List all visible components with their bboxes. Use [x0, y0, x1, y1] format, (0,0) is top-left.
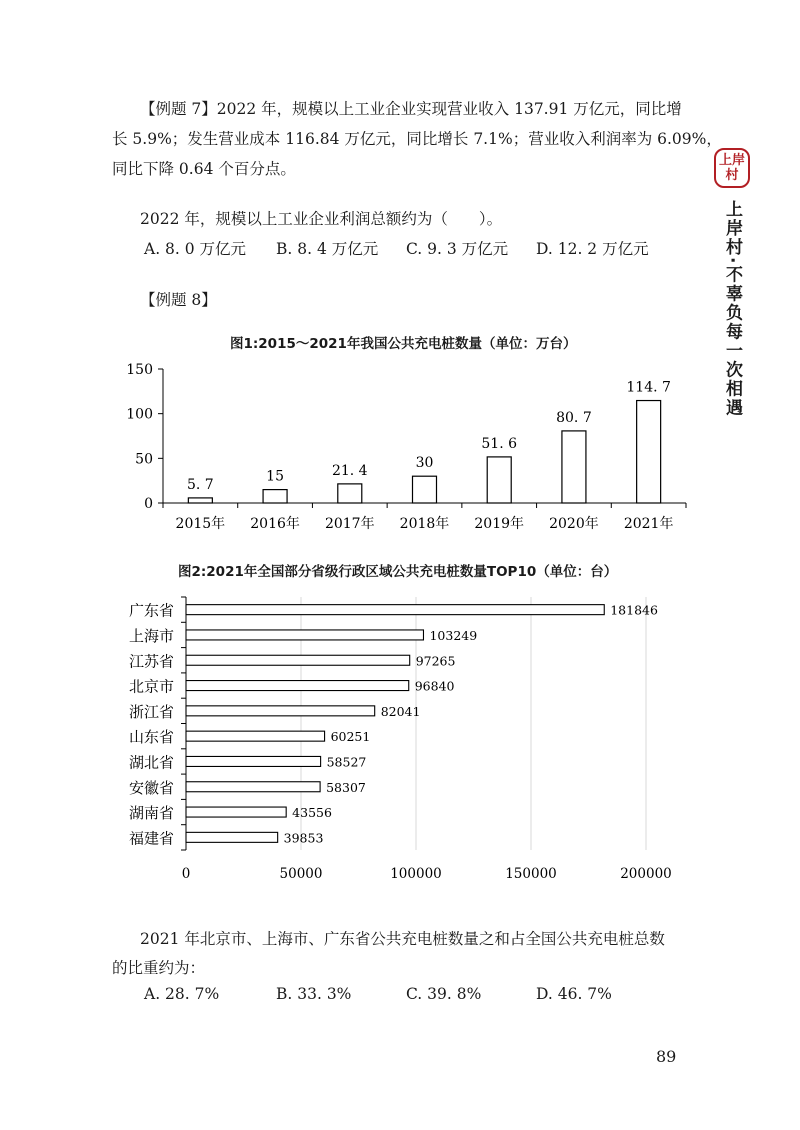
- chart1-x-tick-label: 2021年: [623, 516, 674, 532]
- chart2-y-tick-label: 北京市: [128, 677, 174, 696]
- chart1-x-tick-label: 2015年: [175, 516, 226, 532]
- chart1-x-tick-label: 2016年: [250, 516, 300, 532]
- chart2-y-tick-label: 江苏省: [128, 652, 174, 671]
- chart2-y-tick-label: 安徽省: [128, 778, 174, 797]
- brand-slogan: 上岸村·不辜负每一次相遇: [722, 200, 742, 418]
- chart1-x-tick-label: 2018年: [399, 516, 450, 532]
- ex8-option-d: D. 46. 7%: [536, 985, 612, 1003]
- chart2-data-label: 60251: [330, 729, 371, 745]
- ex7-option-d: D. 12. 2 万亿元: [536, 240, 649, 258]
- chart2-y-tick-label: 广东省: [128, 601, 174, 620]
- chart2-data-label: 39853: [283, 830, 324, 846]
- chart1-title: 图1:2015～2021年我国公共充电桩数量（单位：万台）: [230, 336, 577, 352]
- chart1-bar: [413, 476, 437, 503]
- chart1-bar: [562, 431, 586, 503]
- chart2-bar: [186, 681, 409, 691]
- ex7-option-a: A. 8. 0 万亿元: [144, 240, 247, 258]
- chart2-y-tick-label: 湖北省: [128, 753, 174, 772]
- chart1-y-tick-label: 50: [135, 451, 153, 468]
- chart2-data-label: 82041: [380, 703, 421, 719]
- chart2-hbar-chart: [0, 585, 800, 890]
- ex8-question-line-1: 2021 年北京市、上海市、广东省公共充电桩数量之和占全国公共充电桩总数: [140, 930, 665, 948]
- chart2-x-tick-label: 200000: [620, 866, 672, 882]
- chart1-data-label: 114. 7: [626, 379, 671, 396]
- chart1-x-tick-label: 2017年: [324, 516, 375, 532]
- chart1-data-label: 15: [266, 468, 284, 485]
- ex7-question: 2022 年，规模以上工业企业利润总额约为（ ）。: [140, 210, 503, 228]
- chart1-y-tick-label: 150: [126, 362, 153, 378]
- chart2-bar: [186, 832, 278, 842]
- chart2-data-label: 181846: [610, 602, 658, 618]
- page-number: 89: [656, 1047, 677, 1066]
- ex7-line-3: 同比下降 0.64 个百分点。: [112, 160, 296, 178]
- chart1-bar: [637, 401, 661, 503]
- chart2-title: 图2:2021年全国部分省级行政区域公共充电桩数量TOP10（单位：台）: [178, 564, 618, 580]
- ex8-options: [144, 985, 612, 1003]
- chart2-y-tick-label: 浙江省: [128, 702, 174, 721]
- chart2-x-tick-label: 100000: [390, 866, 442, 882]
- chart2-bar: [186, 605, 604, 615]
- chart2-bar: [186, 756, 321, 766]
- chart1-bar: [338, 484, 362, 503]
- chart2-data-label: 58527: [326, 754, 367, 770]
- chart1-data-label: 5. 7: [186, 476, 214, 493]
- chart2-data-label: 103249: [429, 627, 478, 643]
- chart1-bar: [487, 457, 511, 503]
- chart2-bar: [186, 731, 325, 741]
- ex8-question-line-2: 的比重约为：: [112, 959, 206, 977]
- brand-seal-logo: 上岸村: [714, 148, 750, 188]
- ex7-line-2: 长 5.9%；发生营业成本 116.84 万亿元，同比增长 7.1%；营业收入利润率为 6.09%，: [112, 130, 722, 148]
- chart2-y-tick-label: 湖南省: [128, 804, 174, 823]
- chart2-bar: [186, 706, 375, 716]
- chart1-bar-chart: [0, 0, 800, 560]
- chart1-y-tick-label: 100: [126, 406, 153, 423]
- chart2-bar: [186, 655, 410, 665]
- chart2-bar: [186, 630, 423, 640]
- chart1-x-tick-label: 2019年: [474, 516, 525, 532]
- sidebar-brand: [710, 148, 756, 417]
- chart2-data-label: 96840: [414, 678, 455, 694]
- chart1-bar: [188, 498, 212, 503]
- chart1-y-tick-label: 0: [144, 496, 153, 512]
- chart2-x-tick-label: 0: [181, 866, 191, 882]
- chart2-x-tick-label: 50000: [279, 866, 323, 882]
- ex8-option-c: C. 39. 8%: [406, 985, 482, 1003]
- ex8-option-a: A. 28. 7%: [144, 985, 220, 1003]
- ex7-option-b: B. 8. 4 万亿元: [276, 240, 379, 258]
- chart1-data-label: 30: [415, 455, 434, 472]
- chart1-data-label: 80. 7: [556, 409, 592, 426]
- ex8-option-b: B. 33. 3%: [276, 985, 352, 1003]
- chart1-data-label: 21. 4: [331, 462, 368, 479]
- ex7-option-c: C. 9. 3 万亿元: [406, 240, 509, 258]
- chart2-y-tick-label: 山东省: [128, 728, 174, 747]
- chart2-data-label: 58307: [326, 779, 366, 795]
- ex8-label: 【例题 8】: [140, 291, 217, 309]
- chart2-data-label: 97265: [415, 653, 456, 669]
- chart2-bar: [186, 782, 320, 792]
- chart2-bar: [186, 807, 286, 817]
- chart2-x-tick-label: 150000: [505, 866, 557, 882]
- chart1-x-tick-label: 2020年: [549, 516, 599, 532]
- chart2-y-tick-label: 上海市: [128, 626, 174, 645]
- chart1-data-label: 51. 6: [481, 435, 518, 452]
- chart2-y-tick-label: 福建省: [128, 829, 174, 848]
- chart1-bar: [263, 490, 287, 503]
- ex7-line-1: 【例题 7】2022 年，规模以上工业企业实现营业收入 137.91 万亿元，同比增: [140, 100, 682, 118]
- chart2-data-label: 43556: [292, 805, 332, 821]
